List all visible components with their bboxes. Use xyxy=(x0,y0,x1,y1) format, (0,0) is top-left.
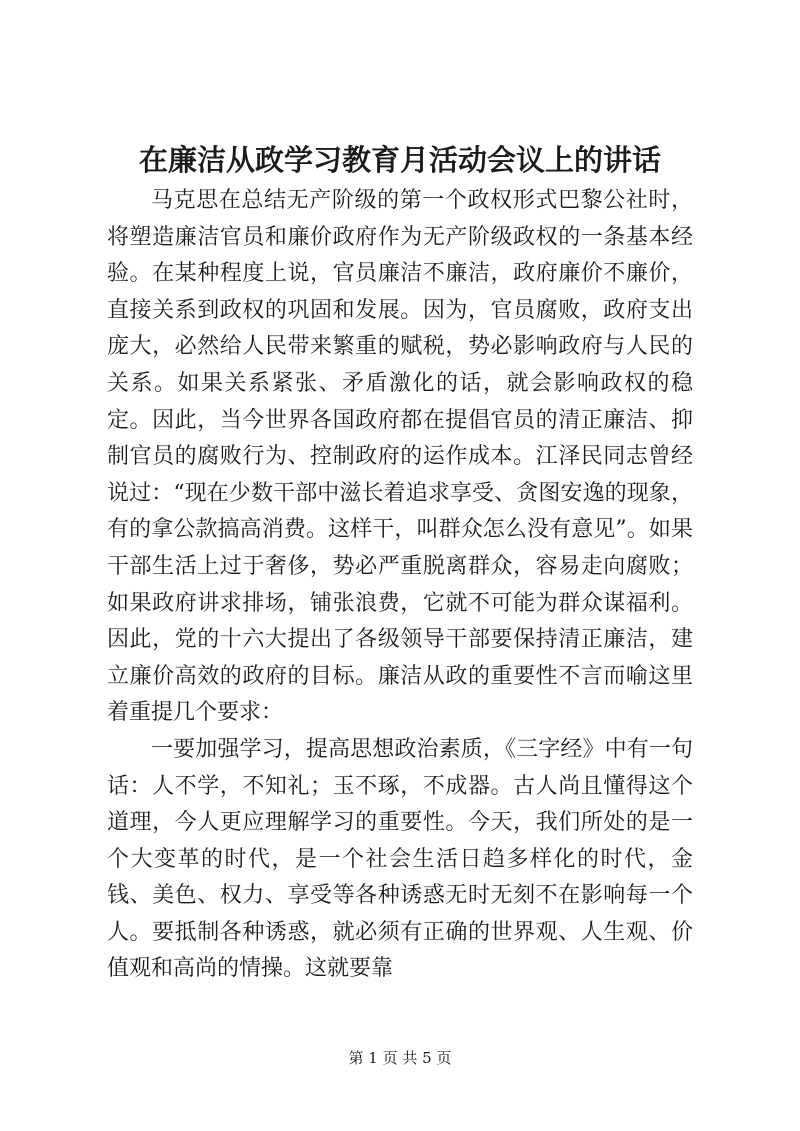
paragraph-2: 一要加强学习，提高思想政治素质，《三字经》中有一句话：人不学，不知礼；玉不琢，不成器。古人尚且懂得这个道理，今人更应理解学习的重要性。今天，我们所处的是一个大变革的时代，是一个社会生活日趋多样化的时代，金钱、美色、权力、享受等各种诱惑无时无刻不在影响每一个人。要抵制各种诱惑，就必须有正确的世界观、人生观、价值观和高尚的情操。这就要靠 xyxy=(107,736,693,982)
paragraph-1: 马克思在总结无产阶级的第一个政权形式巴黎公社时，将塑造廉洁官员和廉价政府作为无产阶级政权的一条基本经验。在某种程度上说，官员廉洁不廉洁，政府廉价不廉价，直接关系到政权的巩固和发展。因为，官员腐败，政府支出庞大，必然给人民带来繁重的赋税，势必影响政府与人民的关系。如果关系紧张、矛盾激化的话，就会影响政权的稳定。因此，当今世界各国政府都在提倡官员的清正廉洁、抑制官员的腐败行为、控制政府的运作成本。江泽民同志曾经说过：“现在少数干部中滋长着追求享受、贪图安逸的现象，有的拿公款搞高消费。这样干，叫群众怎么没有意见”。如果干部生活上过于奢侈，势必严重脱离群众，容易走向腐败；如果政府讲求排场，铺张浪费，它就不可能为群众谋福利。因此，党的十六大提出了各级领导干部要保持清正廉洁，建立廉价高效的政府的目标。廉洁从政的重要性不言而喻这里着重提几个要求： xyxy=(107,188,693,726)
document-title: 在廉洁从政学习教育月活动会议上的讲话 xyxy=(138,143,661,177)
document-body xyxy=(107,183,693,988)
page-footer: 第 1 页 共 5 页 xyxy=(348,1049,452,1067)
